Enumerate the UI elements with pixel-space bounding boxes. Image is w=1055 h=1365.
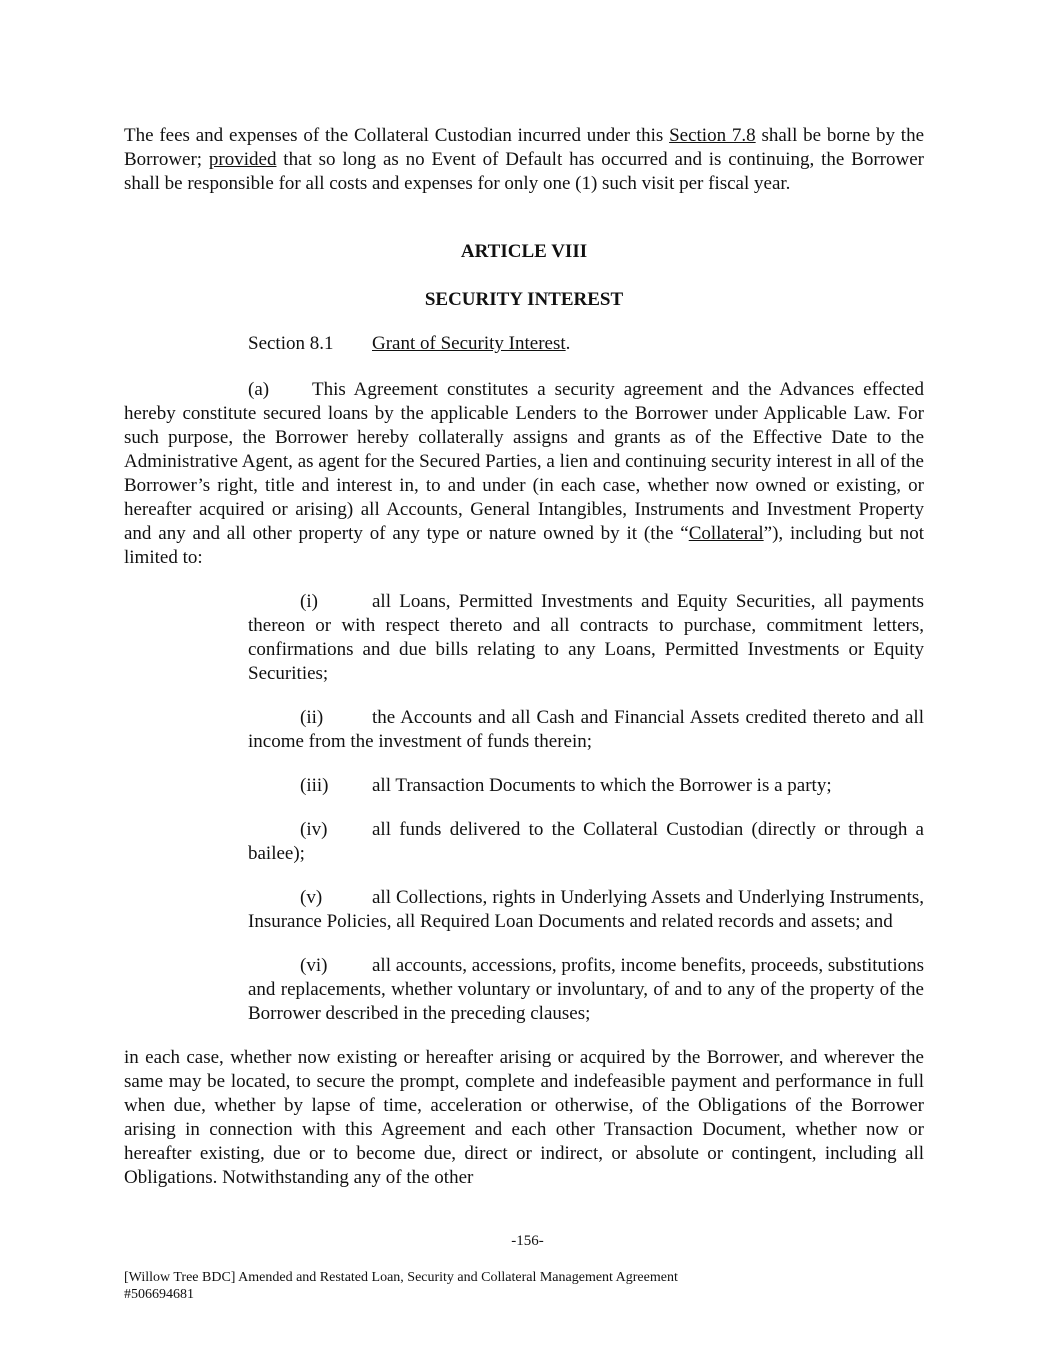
intro-text-1: The fees and expenses of the Collateral Custodian incurred under this [124, 125, 670, 146]
clause-ii [248, 706, 924, 754]
clause-marker: (vi) [300, 955, 328, 976]
paragraph-a-text-1: This Agreement constitutes a security agreement and the Advances effected hereby constitute secured loans by the applicable Lenders to the Borrower under Applicable Law. For such purpose, the Borrower hereby collaterally assigns and grants as of the Effective Date to the Administrative Agent, as agent for the Secured Parties, a lien and continuing security interest in all of the Borrower’s right, title and interest in, to and under (in each case, whether now owned or existing, or hereafter acquired or arising) all Accounts, General Intangibles, Instruments and Investment Property and any and all other property of any type or nature owned by it (the “ [124, 379, 924, 544]
section-title-period: . [565, 333, 571, 354]
article-title: SECURITY INTEREST [424, 289, 624, 310]
provided-term: provided [208, 149, 277, 170]
article-number: ARTICLE VIII [460, 241, 588, 262]
clause-marker: (v) [300, 887, 323, 908]
closing-paragraph: in each case, whether now existing or hereafter arising or acquired by the Borrower, and wherever the same may be located, to secure the prompt, complete and indefeasible payment and performance in full when due, whether by lapse of time, acceleration or otherwise, of the Obligations of the Borrower arising in connection with this Agreement and each other Transaction Document, whether now or hereafter existing, due or to become due, direct or indirect, or absolute or contingent, including all Obligations. Notwithstanding any of the other [124, 1047, 924, 1188]
intro-paragraph [124, 124, 924, 196]
clause-marker: (iii) [300, 775, 329, 796]
intro-text-2: shall be borne by the Borrower; [124, 125, 924, 170]
section-heading [124, 332, 924, 356]
document-body [124, 124, 924, 1190]
clause-iv [248, 818, 924, 866]
page-number: -156- [511, 1233, 544, 1249]
paragraph-a-text-2: ”), including but not limited to: [124, 523, 924, 568]
clause-text: all Transaction Documents to which the Borrower is a party; [372, 775, 832, 796]
intro-text-3: that so long as no Event of Default has occurred and is continuing, the Borrower shall be responsible for all costs and expenses for only one (1) such visit per fiscal year. [124, 149, 924, 194]
footer-title: [Willow Tree BDC] Amended and Restated Loan, Security and Collateral Management Agreement [124, 1270, 678, 1285]
clause-text: all Collections, rights in Underlying Assets and Underlying Instruments, Insurance Policies, all Required Loan Documents and related records and assets; and [248, 887, 924, 932]
clause-marker: (i) [300, 591, 318, 612]
clause-v [248, 886, 924, 934]
clause-text: the Accounts and all Cash and Financial Assets credited thereto and all income from the investment of funds therein; [248, 707, 924, 752]
section-7-8-reference: Section 7.8 [669, 125, 756, 146]
clause-i [248, 590, 924, 686]
clause-text: all funds delivered to the Collateral Custodian (directly or through a bailee); [248, 819, 924, 864]
clause-text: all Loans, Permitted Investments and Equity Securities, all payments thereon or with respect thereto and all contracts to purchase, commitment letters, confirmations and due bills relating to any Loans, Permitted Investments or Equity Securities; [248, 591, 924, 684]
section-number: Section 8.1 [248, 333, 334, 354]
clause-iii [248, 774, 924, 798]
clause-text: all accounts, accessions, profits, income benefits, proceeds, substitutions and replacements, whether voluntary or involuntary, of and to any of the property of the Borrower described in the preceding clauses; [248, 955, 924, 1024]
paragraph-a-marker: (a) [248, 379, 270, 400]
footer-document-id: #506694681 [124, 1287, 194, 1302]
collateral-defined-term: Collateral [688, 523, 764, 544]
clause-vi [248, 954, 924, 1026]
clause-marker: (ii) [300, 707, 324, 728]
collateral-clauses [124, 590, 924, 1026]
clause-marker: (iv) [300, 819, 328, 840]
section-title: Grant of Security Interest [372, 333, 566, 354]
paragraph-a [124, 378, 924, 570]
document-footer [124, 1269, 678, 1303]
